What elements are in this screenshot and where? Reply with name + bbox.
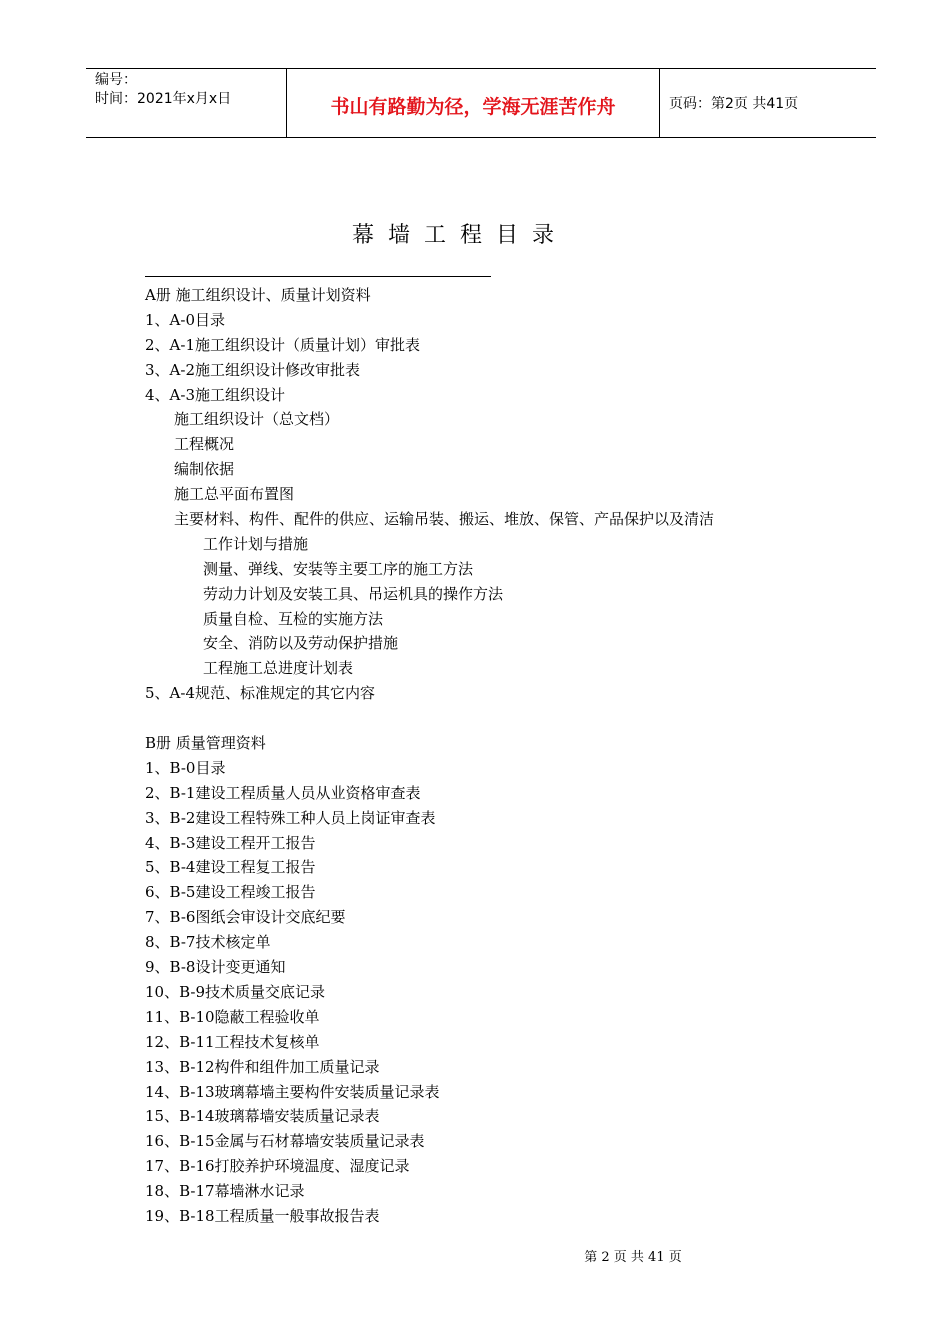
header-time-label: 时间：2021年x月x日 bbox=[95, 91, 232, 107]
toc-item: 15、B-14玻璃幕墙安装质量记录表 bbox=[145, 1107, 380, 1126]
toc-item: 2、A-1施工组织设计（质量计划）审批表 bbox=[145, 335, 420, 354]
toc-item: 10、B-9技术质量交底记录 bbox=[145, 982, 326, 1001]
document-title: 幕墙工程目录 bbox=[351, 223, 568, 248]
toc-sub-sub-item: 安全、消防以及劳动保护措施 bbox=[203, 634, 399, 653]
header-number-label: 编号： bbox=[95, 72, 137, 88]
toc-sub-item: 施工组织设计（总文档） bbox=[174, 410, 340, 429]
toc-sub-item: 工程概况 bbox=[174, 435, 235, 454]
toc-item: 5、B-4建设工程复工报告 bbox=[145, 858, 316, 877]
toc-sub-item: 施工总平面布置图 bbox=[174, 485, 295, 504]
toc-item: 18、B-17幕墙淋水记录 bbox=[145, 1182, 305, 1201]
section-b-heading: B册 质量管理资料 bbox=[145, 734, 266, 753]
toc-sub-sub-item: 测量、弹线、安装等主要工序的施工方法 bbox=[203, 559, 474, 578]
page-header bbox=[86, 68, 876, 138]
title-divider bbox=[145, 276, 491, 277]
toc-item: 5、A-4规范、标准规定的其它内容 bbox=[145, 684, 375, 703]
toc-item: 9、B-8设计变更通知 bbox=[145, 958, 286, 977]
toc-item: 12、B-11工程技术复核单 bbox=[145, 1032, 320, 1051]
toc-item: 1、A-0目录 bbox=[145, 310, 225, 329]
toc-sub-sub-item: 质量自检、互检的实施方法 bbox=[203, 609, 384, 628]
toc-content bbox=[145, 283, 714, 1229]
section-spacer bbox=[145, 706, 714, 731]
toc-item: 4、B-3建设工程开工报告 bbox=[145, 833, 316, 852]
toc-item: 19、B-18工程质量一般事故报告表 bbox=[145, 1206, 380, 1225]
toc-sub-sub-item: 工作计划与措施 bbox=[203, 534, 309, 553]
toc-item: 13、B-12构件和组件加工质量记录 bbox=[145, 1057, 380, 1076]
section-a-heading: A册 施工组织设计、质量计划资料 bbox=[145, 286, 371, 304]
header-motto: 书山有路勤为径，学海无涯苦作舟 bbox=[287, 69, 660, 137]
page-footer bbox=[0, 1246, 950, 1265]
toc-sub-item: 编制依据 bbox=[174, 460, 235, 479]
toc-item: 16、B-15金属与石材幕墙安装质量记录表 bbox=[145, 1132, 425, 1151]
toc-sub-sub-item: 劳动力计划及安装工具、吊运机具的操作方法 bbox=[203, 584, 504, 603]
toc-item: 6、B-5建设工程竣工报告 bbox=[145, 883, 316, 902]
toc-item: 3、A-2施工组织设计修改审批表 bbox=[145, 360, 360, 379]
footer-page-number: 第 2 页 共 41 页 bbox=[584, 1250, 682, 1265]
header-page-info: 页码：第2页 共41页 bbox=[669, 96, 799, 112]
header-meta bbox=[86, 69, 287, 137]
toc-item: 2、B-1建设工程质量人员从业资格审查表 bbox=[145, 783, 421, 802]
toc-item: 11、B-10隐蔽工程验收单 bbox=[145, 1007, 320, 1026]
toc-item: 8、B-7技术核定单 bbox=[145, 933, 271, 952]
toc-item: 17、B-16打胶养护环境温度、湿度记录 bbox=[145, 1157, 410, 1176]
toc-sub-sub-item: 工程施工总进度计划表 bbox=[203, 659, 354, 678]
toc-item: 14、B-13玻璃幕墙主要构件安装质量记录表 bbox=[145, 1082, 440, 1101]
toc-item: 7、B-6图纸会审设计交底纪要 bbox=[145, 908, 346, 927]
toc-sub-item: 主要材料、构件、配件的供应、运输吊装、搬运、堆放、保管、产品保护以及清洁 bbox=[174, 510, 715, 529]
toc-item: 1、B-0目录 bbox=[145, 758, 226, 777]
toc-item: 3、B-2建设工程特殊工种人员上岗证审查表 bbox=[145, 808, 436, 827]
toc-item: 4、A-3施工组织设计 bbox=[145, 385, 285, 404]
